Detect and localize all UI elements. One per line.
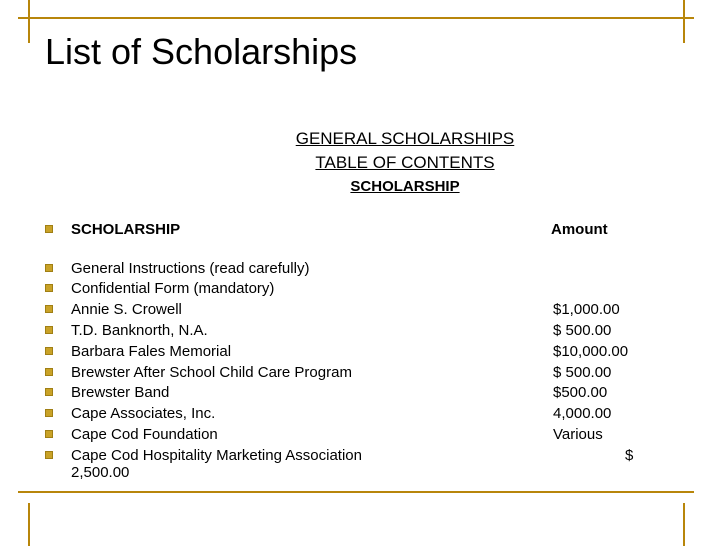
heading-general-scholarships: GENERAL SCHOLARSHIPS (295, 129, 515, 148)
left-corner-line (28, 0, 30, 43)
bullet-icon (45, 264, 53, 272)
list-item-amount-wrapped: 2,500.00 (71, 464, 130, 481)
list-item-name: Cape Associates, Inc. (71, 405, 216, 422)
bottom-divider (18, 491, 694, 493)
bullet-icon (45, 388, 53, 396)
list-item-name: T.D. Banknorth, N.A. (71, 322, 208, 339)
list-item-amount: $ (625, 447, 634, 464)
heading-scholarship: SCHOLARSHIP (350, 178, 460, 195)
bullet-icon (45, 326, 53, 334)
left-bottom-corner-line (28, 503, 30, 546)
list-item-name: General Instructions (read carefully) (71, 260, 310, 277)
right-corner-line (683, 0, 685, 43)
list-item-name: Confidential Form (mandatory) (71, 280, 275, 297)
bullet-icon (45, 451, 53, 459)
list-item-amount: $10,000.00 (553, 343, 629, 360)
bullet-icon (45, 409, 53, 417)
list-item-amount: Various (553, 426, 603, 443)
bullet-icon (45, 305, 53, 313)
heading-table-of-contents: TABLE OF CONTENTS (315, 153, 495, 172)
header-amount-label: Amount (551, 221, 608, 238)
top-divider (18, 17, 694, 19)
bullet-icon (45, 347, 53, 355)
bullet-icon (45, 225, 53, 233)
list-item-amount: $500.00 (553, 384, 608, 401)
bullet-icon (45, 368, 53, 376)
header-scholarship-label: SCHOLARSHIP (71, 221, 181, 238)
list-item-name: Cape Cod Hospitality Marketing Association (71, 447, 362, 464)
list-item-name: Cape Cod Foundation (71, 426, 218, 443)
bullet-icon (45, 430, 53, 438)
list-item-name: Brewster Band (71, 384, 170, 401)
list-item-amount: $ 500.00 (553, 364, 612, 381)
list-item-name: Annie S. Crowell (71, 301, 182, 318)
list-item-amount: 4,000.00 (553, 405, 612, 422)
bullet-icon (45, 284, 53, 292)
list-item-amount: $ 500.00 (553, 322, 612, 339)
right-bottom-corner-line (683, 503, 685, 546)
list-item-name: Barbara Fales Memorial (71, 343, 232, 360)
list-item-name: Brewster After School Child Care Program (71, 364, 352, 381)
list-item-amount: $1,000.00 (553, 301, 620, 318)
slide-title: List of Scholarships (45, 31, 358, 72)
